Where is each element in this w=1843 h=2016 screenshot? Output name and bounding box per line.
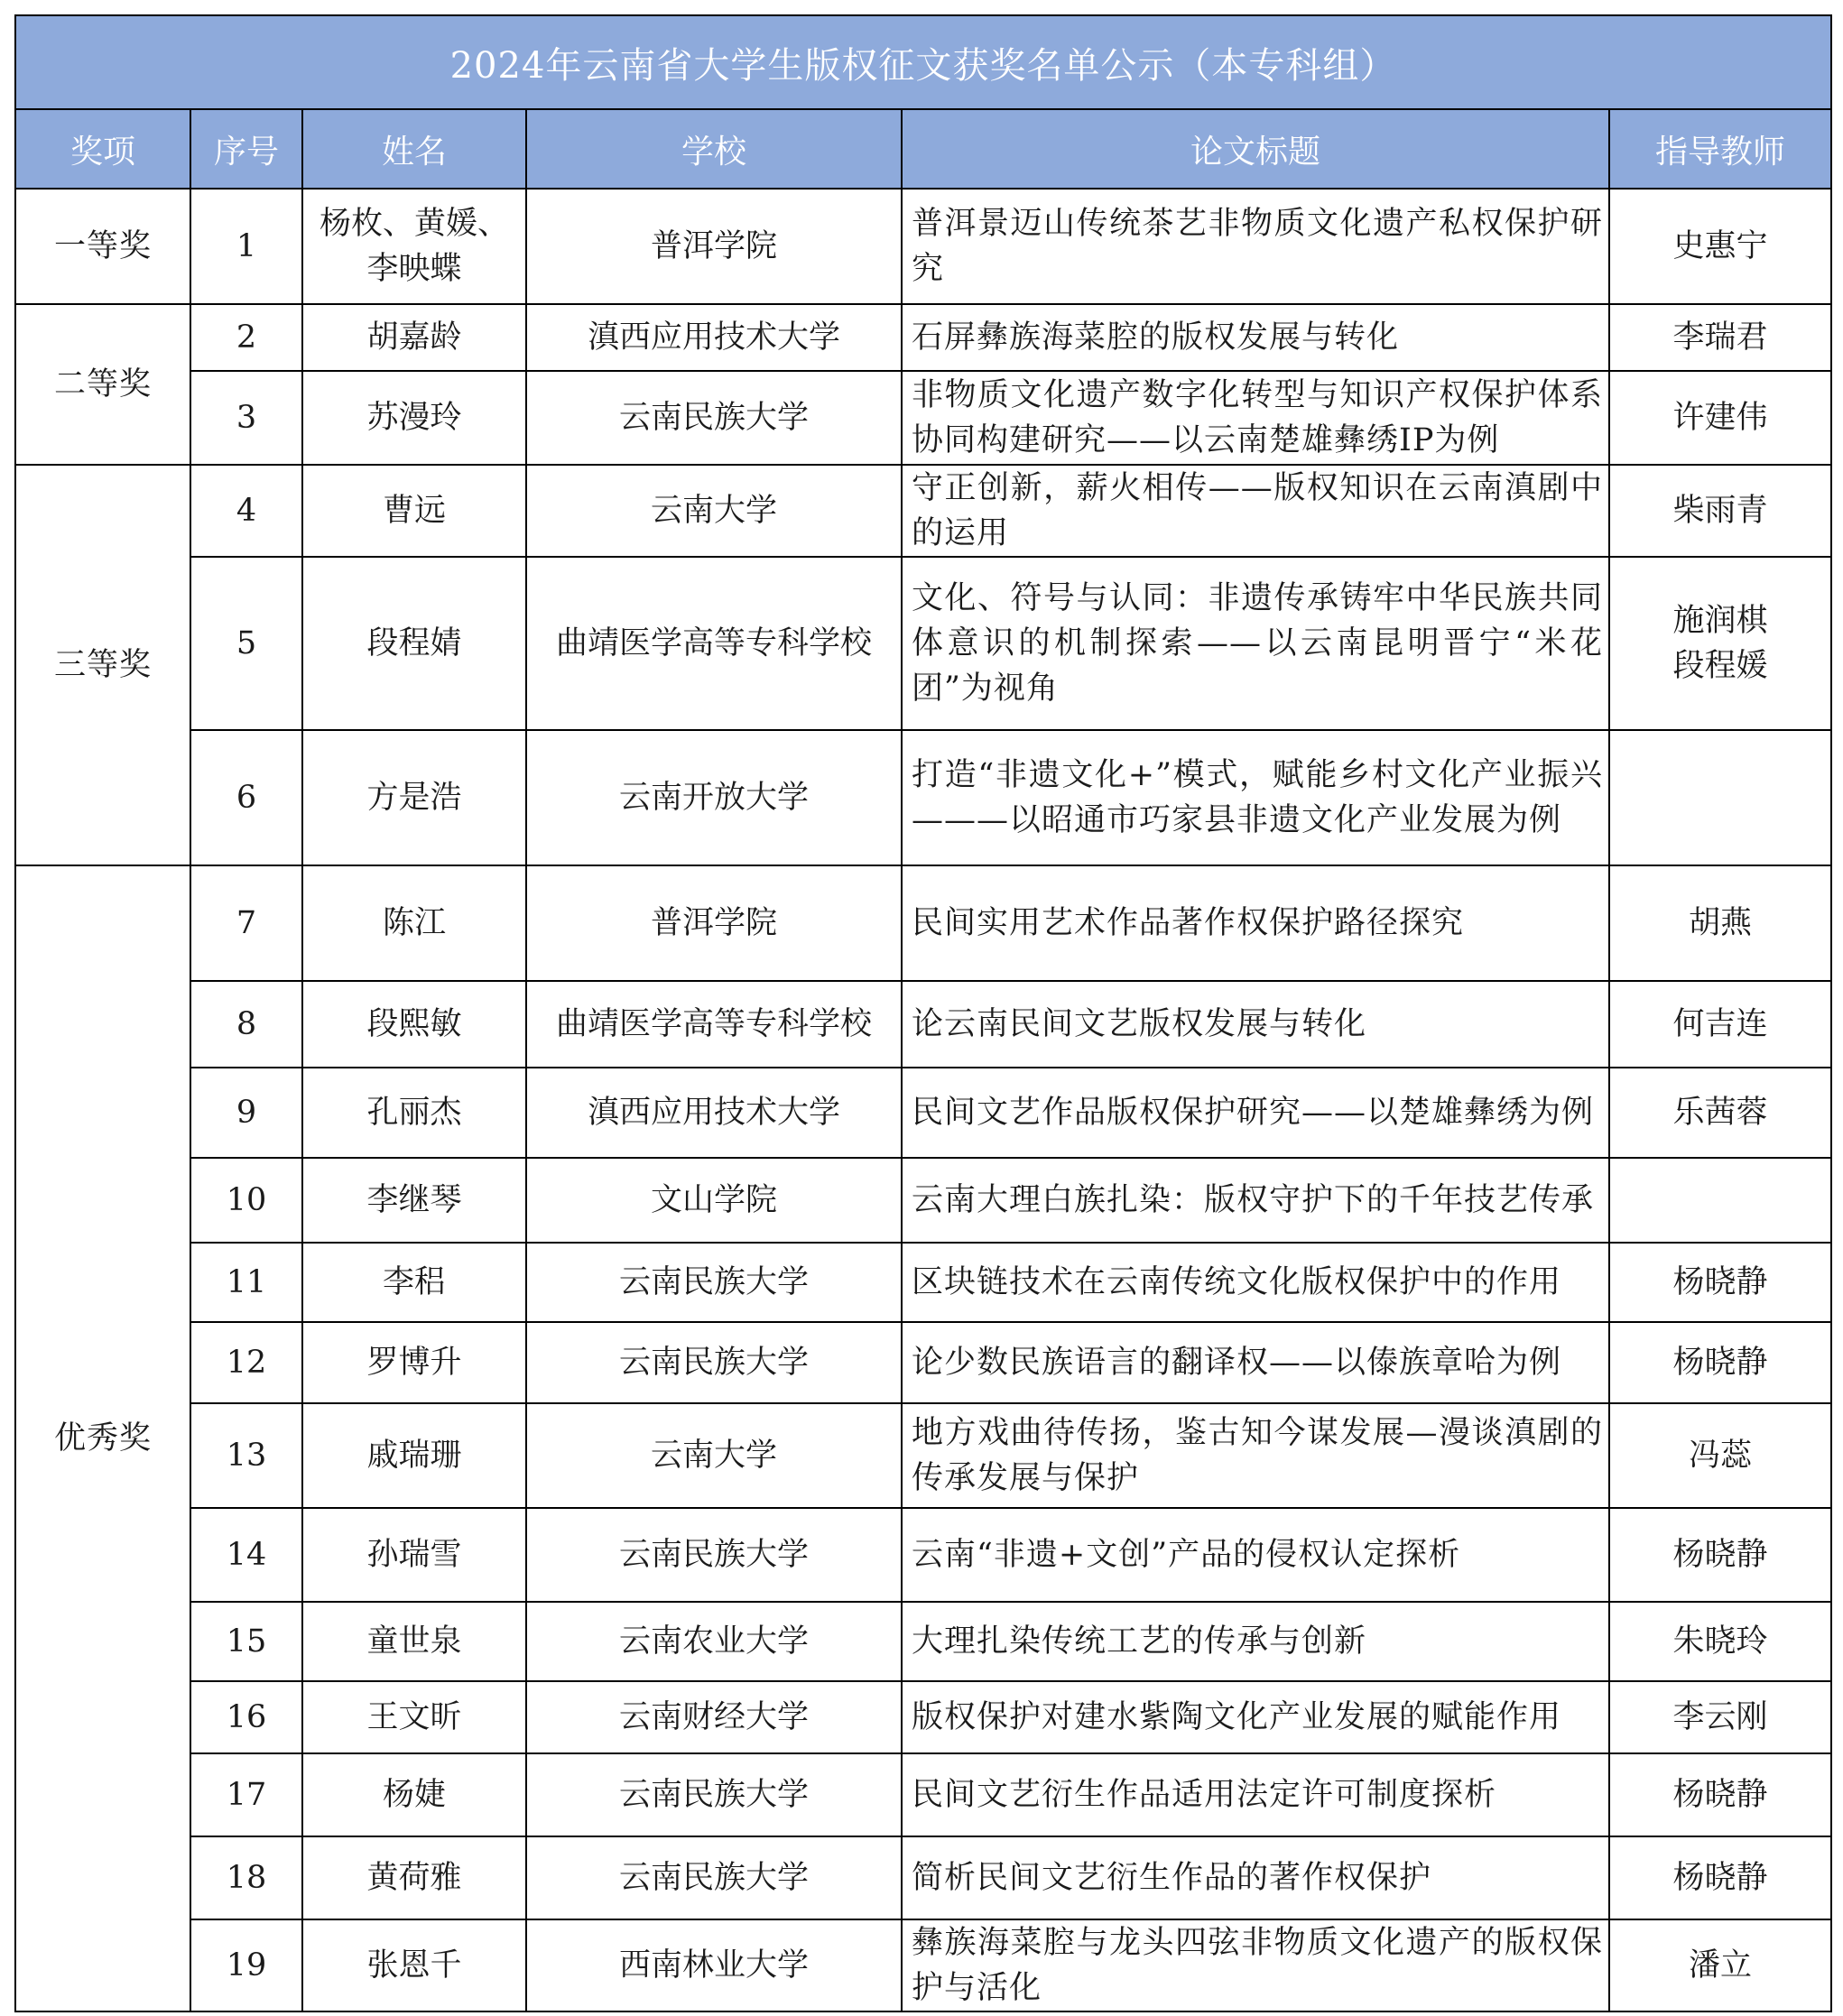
advisor-cell: 冯蕊 [1609, 1403, 1831, 1508]
student-name-cell: 孔丽杰 [302, 1068, 526, 1158]
award-list-sheet [14, 14, 1832, 2012]
column-header-award: 奖项 [15, 109, 190, 189]
table-row [15, 1753, 1831, 1836]
award-level-cell: 二等奖 [15, 304, 190, 465]
serial-number-cell: 15 [190, 1602, 302, 1681]
school-cell: 云南民族大学 [526, 1243, 902, 1322]
thesis-title-cell: 非物质文化遗产数字化转型与知识产权保护体系协同构建研究——以云南楚雄彝绣IP为例 [902, 371, 1609, 465]
award-level-cell: 三等奖 [15, 465, 190, 865]
student-name-cell: 杨枚、黄媛、李映蝶 [302, 189, 526, 304]
table-body [15, 189, 1831, 2011]
student-name-cell: 戚瑞珊 [302, 1403, 526, 1508]
table-row [15, 189, 1831, 304]
table-row [15, 1508, 1831, 1602]
student-name-cell: 陈江 [302, 865, 526, 981]
student-name-cell: 童世泉 [302, 1602, 526, 1681]
table-row [15, 557, 1831, 730]
table-row [15, 730, 1831, 865]
serial-number-cell: 1 [190, 189, 302, 304]
school-cell: 文山学院 [526, 1158, 902, 1243]
serial-number-cell: 4 [190, 465, 302, 557]
serial-number-cell: 9 [190, 1068, 302, 1158]
thesis-title-cell: 地方戏曲待传扬，鉴古知今谋发展—漫谈滇剧的传承发展与保护 [902, 1403, 1609, 1508]
school-cell: 云南大学 [526, 1403, 902, 1508]
advisor-cell: 潘立 [1609, 1919, 1831, 2011]
school-cell: 曲靖医学高等专科学校 [526, 557, 902, 730]
student-name-cell: 张恩千 [302, 1919, 526, 2011]
table-row [15, 1602, 1831, 1681]
column-header-teacher: 指导教师 [1609, 109, 1831, 189]
student-name-cell: 孙瑞雪 [302, 1508, 526, 1602]
school-cell: 滇西应用技术大学 [526, 1068, 902, 1158]
table-row [15, 465, 1831, 557]
advisor-cell: 施润棋 段程媛 [1609, 557, 1831, 730]
award-level-cell: 一等奖 [15, 189, 190, 304]
thesis-title-cell: 彝族海菜腔与龙头四弦非物质文化遗产的版权保护与活化 [902, 1919, 1609, 2011]
advisor-cell: 朱晓玲 [1609, 1602, 1831, 1681]
thesis-title-cell: 论云南民间文艺版权发展与转化 [902, 981, 1609, 1068]
thesis-title-cell: 守正创新，薪火相传——版权知识在云南滇剧中的运用 [902, 465, 1609, 557]
school-cell: 西南林业大学 [526, 1919, 902, 2011]
thesis-title-cell: 石屏彝族海菜腔的版权发展与转化 [902, 304, 1609, 371]
serial-number-cell: 3 [190, 371, 302, 465]
serial-number-cell: 6 [190, 730, 302, 865]
school-cell: 滇西应用技术大学 [526, 304, 902, 371]
table-row [15, 371, 1831, 465]
advisor-cell: 何吉连 [1609, 981, 1831, 1068]
advisor-cell: 李瑞君 [1609, 304, 1831, 371]
student-name-cell: 罗博升 [302, 1322, 526, 1403]
serial-number-cell: 10 [190, 1158, 302, 1243]
serial-number-cell: 19 [190, 1919, 302, 2011]
advisor-cell: 杨晓静 [1609, 1508, 1831, 1602]
table-row [15, 1403, 1831, 1508]
school-cell: 云南民族大学 [526, 1753, 902, 1836]
student-name-cell: 黄荷雅 [302, 1836, 526, 1919]
student-name-cell: 苏漫玲 [302, 371, 526, 465]
thesis-title-cell: 云南“非遗+文创”产品的侵权认定探析 [902, 1508, 1609, 1602]
advisor-cell: 李云刚 [1609, 1681, 1831, 1753]
thesis-title-cell: 民间实用艺术作品著作权保护路径探究 [902, 865, 1609, 981]
advisor-cell: 乐茜蓉 [1609, 1068, 1831, 1158]
advisor-cell: 柴雨青 [1609, 465, 1831, 557]
thesis-title-cell: 普洱景迈山传统茶艺非物质文化遗产私权保护研究 [902, 189, 1609, 304]
header-row [15, 109, 1831, 189]
serial-number-cell: 5 [190, 557, 302, 730]
student-name-cell: 段熙敏 [302, 981, 526, 1068]
table-row [15, 865, 1831, 981]
advisor-cell: 胡燕 [1609, 865, 1831, 981]
school-cell: 普洱学院 [526, 865, 902, 981]
student-name-cell: 曹远 [302, 465, 526, 557]
school-cell: 云南民族大学 [526, 371, 902, 465]
advisor-cell: 杨晓静 [1609, 1836, 1831, 1919]
school-cell: 云南民族大学 [526, 1508, 902, 1602]
serial-number-cell: 17 [190, 1753, 302, 1836]
serial-number-cell: 7 [190, 865, 302, 981]
thesis-title-cell: 云南大理白族扎染：版权守护下的千年技艺传承 [902, 1158, 1609, 1243]
serial-number-cell: 12 [190, 1322, 302, 1403]
table-row [15, 304, 1831, 371]
advisor-cell [1609, 730, 1831, 865]
student-name-cell: 李继琴 [302, 1158, 526, 1243]
advisor-cell [1609, 1158, 1831, 1243]
advisor-cell: 杨晓静 [1609, 1322, 1831, 1403]
advisor-cell: 史惠宁 [1609, 189, 1831, 304]
column-header-thesis: 论文标题 [902, 109, 1609, 189]
award-table [14, 14, 1832, 2012]
student-name-cell: 杨婕 [302, 1753, 526, 1836]
school-cell: 云南大学 [526, 465, 902, 557]
table-row [15, 1068, 1831, 1158]
serial-number-cell: 11 [190, 1243, 302, 1322]
serial-number-cell: 16 [190, 1681, 302, 1753]
school-cell: 云南民族大学 [526, 1836, 902, 1919]
table-row [15, 981, 1831, 1068]
serial-number-cell: 2 [190, 304, 302, 371]
student-name-cell: 段程婧 [302, 557, 526, 730]
thesis-title-cell: 文化、符号与认同：非遗传承铸牢中华民族共同体意识的机制探索——以云南昆明晋宁“米花团”为视角 [902, 557, 1609, 730]
table-row [15, 1158, 1831, 1243]
serial-number-cell: 14 [190, 1508, 302, 1602]
school-cell: 云南开放大学 [526, 730, 902, 865]
thesis-title-cell: 大理扎染传统工艺的传承与创新 [902, 1602, 1609, 1681]
table-row [15, 1243, 1831, 1322]
thesis-title-cell: 打造“非遗文化+”模式，赋能乡村文化产业振兴———以昭通市巧家县非遗文化产业发展为例 [902, 730, 1609, 865]
school-cell: 云南财经大学 [526, 1681, 902, 1753]
page-title: 2024年云南省大学生版权征文获奖名单公示（本专科组） [15, 15, 1831, 109]
student-name-cell: 胡嘉龄 [302, 304, 526, 371]
advisor-cell: 杨晓静 [1609, 1243, 1831, 1322]
student-name-cell: 方是浩 [302, 730, 526, 865]
thesis-title-cell: 简析民间文艺衍生作品的著作权保护 [902, 1836, 1609, 1919]
advisor-cell: 杨晓静 [1609, 1753, 1831, 1836]
serial-number-cell: 18 [190, 1836, 302, 1919]
column-header-name: 姓名 [302, 109, 526, 189]
column-header-school: 学校 [526, 109, 902, 189]
serial-number-cell: 8 [190, 981, 302, 1068]
table-row [15, 1322, 1831, 1403]
table-row [15, 1836, 1831, 1919]
thesis-title-cell: 论少数民族语言的翻译权——以傣族章哈为例 [902, 1322, 1609, 1403]
award-level-cell: 优秀奖 [15, 865, 190, 2011]
school-cell: 普洱学院 [526, 189, 902, 304]
table-row [15, 1681, 1831, 1753]
school-cell: 曲靖医学高等专科学校 [526, 981, 902, 1068]
school-cell: 云南民族大学 [526, 1322, 902, 1403]
column-header-no: 序号 [190, 109, 302, 189]
thesis-title-cell: 版权保护对建水紫陶文化产业发展的赋能作用 [902, 1681, 1609, 1753]
serial-number-cell: 13 [190, 1403, 302, 1508]
table-row [15, 1919, 1831, 2011]
advisor-cell: 许建伟 [1609, 371, 1831, 465]
school-cell: 云南农业大学 [526, 1602, 902, 1681]
student-name-cell: 王文昕 [302, 1681, 526, 1753]
title-row [15, 15, 1831, 109]
thesis-title-cell: 民间文艺作品版权保护研究——以楚雄彝绣为例 [902, 1068, 1609, 1158]
thesis-title-cell: 民间文艺衍生作品适用法定许可制度探析 [902, 1753, 1609, 1836]
thesis-title-cell: 区块链技术在云南传统文化版权保护中的作用 [902, 1243, 1609, 1322]
student-name-cell: 李稆 [302, 1243, 526, 1322]
